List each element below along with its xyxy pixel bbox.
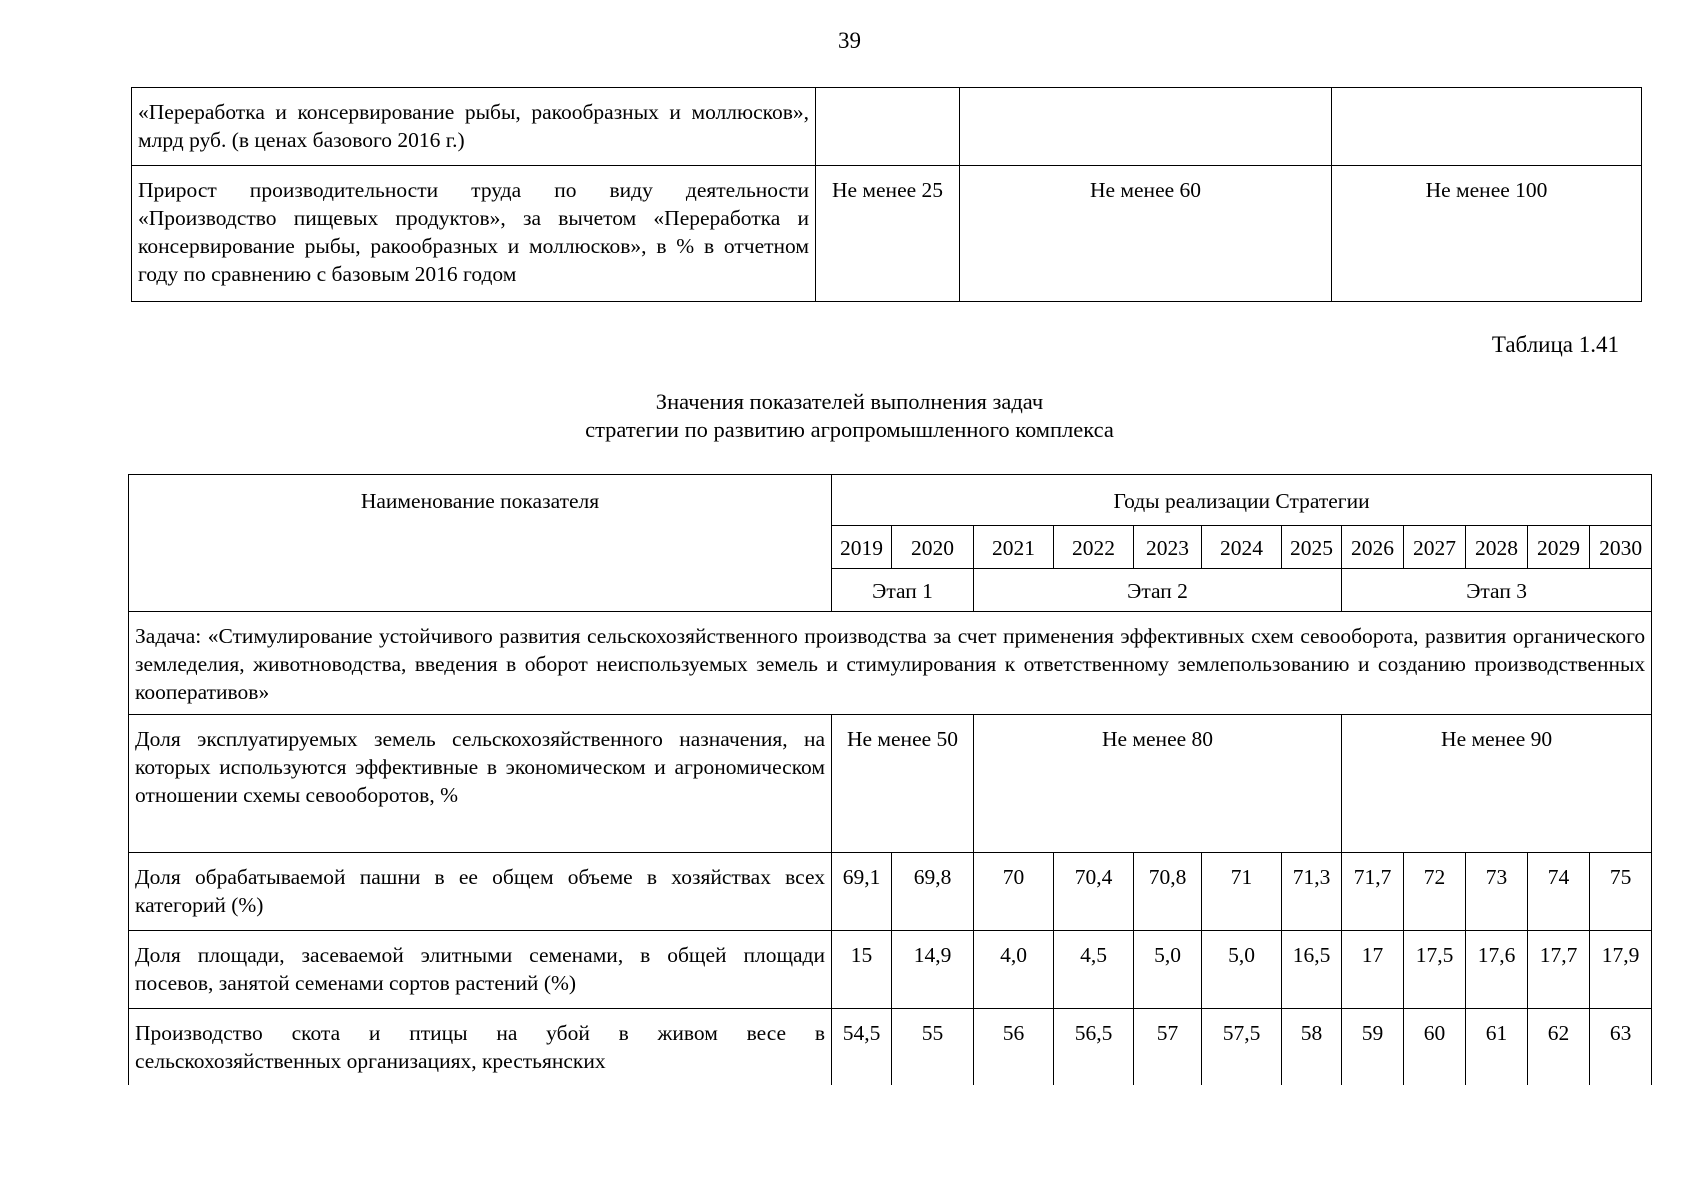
page-number: 39 bbox=[838, 28, 861, 53]
value-cell: 5,0 bbox=[1202, 931, 1282, 1009]
value-cell bbox=[1332, 88, 1642, 166]
stage-cell: Этап 1 bbox=[832, 569, 974, 612]
table-row bbox=[132, 166, 1642, 302]
value-cell: 14,9 bbox=[892, 931, 974, 1009]
year-cell: 2027 bbox=[1404, 526, 1466, 569]
value-cell: 58 bbox=[1282, 1009, 1342, 1085]
table-row bbox=[129, 715, 1652, 853]
value-cell bbox=[960, 88, 1332, 166]
value-cell: 54,5 bbox=[832, 1009, 892, 1085]
value-cell: Не менее 25 bbox=[816, 166, 960, 302]
table-title-line: Значения показателей выполнения задач bbox=[655, 389, 1044, 414]
value-cell: 59 bbox=[1342, 1009, 1404, 1085]
value-cell: 71,3 bbox=[1282, 853, 1342, 931]
value-cell: 69,8 bbox=[892, 853, 974, 931]
header-name: Наименование показателя bbox=[129, 475, 832, 612]
table-title-line: стратегии по развитию агропромышленного комплекса bbox=[585, 417, 1114, 442]
table-label: Таблица 1.41 bbox=[1491, 332, 1619, 357]
value-cell: 71,7 bbox=[1342, 853, 1404, 931]
value-cell: 75 bbox=[1590, 853, 1652, 931]
value-cell: 17 bbox=[1342, 931, 1404, 1009]
header-years: Годы реализации Стратегии bbox=[832, 475, 1652, 526]
row-label: Доля площади, засеваемой элитными семенами, в общей площади посевов, занятой семенами сортов растений (%) bbox=[129, 931, 832, 1009]
row-label: «Переработка и консервирование рыбы, ракообразных и моллюсков», млрд руб. (в ценах базового 2016 г.) bbox=[132, 88, 816, 166]
table-row bbox=[129, 1009, 1652, 1085]
value-cell: 56 bbox=[974, 1009, 1054, 1085]
value-cell: 16,5 bbox=[1282, 931, 1342, 1009]
value-cell: 17,5 bbox=[1404, 931, 1466, 1009]
row-label: Доля эксплуатируемых земель сельскохозяйственного назначения, на которых используются эффективные в экономическом и агрономическом отношении схемы севооборотов, % bbox=[129, 715, 832, 853]
year-cell: 2023 bbox=[1134, 526, 1202, 569]
year-cell: 2025 bbox=[1282, 526, 1342, 569]
table-title bbox=[0, 388, 1699, 444]
value-cell: 17,6 bbox=[1466, 931, 1528, 1009]
value-cell: 73 bbox=[1466, 853, 1528, 931]
value-cell: 70,4 bbox=[1054, 853, 1134, 931]
year-cell: 2030 bbox=[1590, 526, 1652, 569]
value-cell: 63 bbox=[1590, 1009, 1652, 1085]
year-cell: 2029 bbox=[1528, 526, 1590, 569]
task-text: Задача: «Стимулирование устойчивого развития сельскохозяйственного производства за счет применения эффективных схем севооборота, развития органического земледелия, животноводства, введения в оборот неиспользуемых земель и стимулирования к ответственному землепользованию и созданию производственных кооперативов» bbox=[129, 612, 1652, 715]
top-table bbox=[131, 87, 1642, 302]
value-cell: 69,1 bbox=[832, 853, 892, 931]
value-cell: 17,7 bbox=[1528, 931, 1590, 1009]
value-cell: 4,5 bbox=[1054, 931, 1134, 1009]
value-cell: 74 bbox=[1528, 853, 1590, 931]
value-cell: 70,8 bbox=[1134, 853, 1202, 931]
table-row bbox=[132, 88, 1642, 166]
row-label: Прирост производительности труда по виду деятельности «Производство пищевых продуктов», за вычетом «Переработка и консервирование рыбы, ракообразных и моллюсков», в % в отчетном году по сравнению с базовым 2016 годом bbox=[132, 166, 816, 302]
value-cell: 70 bbox=[974, 853, 1054, 931]
value-cell: 62 bbox=[1528, 1009, 1590, 1085]
value-cell: 4,0 bbox=[974, 931, 1054, 1009]
table-row bbox=[129, 853, 1652, 931]
value-cell: 72 bbox=[1404, 853, 1466, 931]
value-cell: 5,0 bbox=[1134, 931, 1202, 1009]
year-cell: 2019 bbox=[832, 526, 892, 569]
value-cell: 15 bbox=[832, 931, 892, 1009]
value-cell: 60 bbox=[1404, 1009, 1466, 1085]
value-cell: 61 bbox=[1466, 1009, 1528, 1085]
task-row bbox=[129, 612, 1652, 715]
indicators-table bbox=[128, 474, 1652, 1085]
year-cell: 2028 bbox=[1466, 526, 1528, 569]
value-cell: 56,5 bbox=[1054, 1009, 1134, 1085]
value-cell: Не менее 50 bbox=[832, 715, 974, 853]
row-label: Производство скота и птицы на убой в живом весе в сельскохозяйственных организациях, крестьянских bbox=[129, 1009, 832, 1085]
value-cell: Не менее 100 bbox=[1332, 166, 1642, 302]
year-cell: 2022 bbox=[1054, 526, 1134, 569]
year-cell: 2024 bbox=[1202, 526, 1282, 569]
header-row bbox=[129, 475, 1652, 526]
value-cell: Не менее 80 bbox=[974, 715, 1342, 853]
value-cell: 57,5 bbox=[1202, 1009, 1282, 1085]
value-cell: 17,9 bbox=[1590, 931, 1652, 1009]
value-cell: 55 bbox=[892, 1009, 974, 1085]
year-cell: 2026 bbox=[1342, 526, 1404, 569]
table-row bbox=[129, 931, 1652, 1009]
year-cell: 2021 bbox=[974, 526, 1054, 569]
stage-cell: Этап 2 bbox=[974, 569, 1342, 612]
value-cell: 71 bbox=[1202, 853, 1282, 931]
value-cell: Не менее 60 bbox=[960, 166, 1332, 302]
value-cell: Не менее 90 bbox=[1342, 715, 1652, 853]
stage-cell: Этап 3 bbox=[1342, 569, 1652, 612]
value-cell: 57 bbox=[1134, 1009, 1202, 1085]
value-cell bbox=[816, 88, 960, 166]
year-cell: 2020 bbox=[892, 526, 974, 569]
row-label: Доля обрабатываемой пашни в ее общем объеме в хозяйствах всех категорий (%) bbox=[129, 853, 832, 931]
